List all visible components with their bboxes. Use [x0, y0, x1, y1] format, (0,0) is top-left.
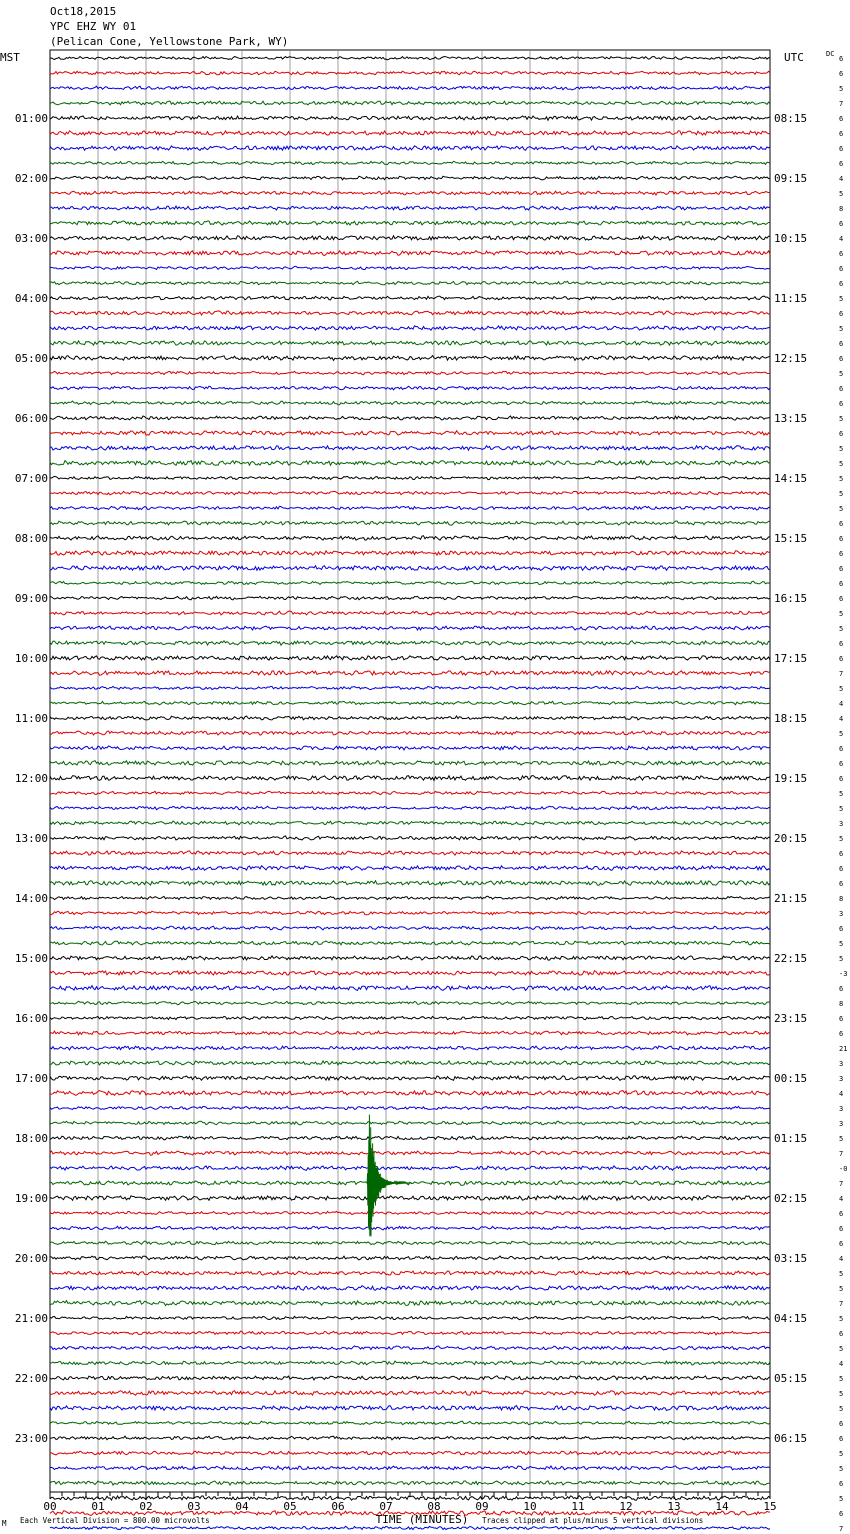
trace-line	[50, 86, 770, 90]
dc-offset-label: 5	[839, 835, 844, 843]
trace-line	[50, 986, 770, 991]
trace-line	[50, 281, 770, 285]
scale-note: Each Vertical Division = 800.00 microvolts	[20, 1516, 210, 1525]
dc-offset-label: 21	[839, 1045, 848, 1053]
station-location: (Pelican Cone, Yellowstone Park, WY)	[50, 35, 289, 48]
dc-offset-label: 7	[839, 100, 844, 108]
dc-offset-label: 6	[839, 1015, 844, 1023]
dc-offset-label: 4	[839, 1255, 844, 1263]
dc-offset-label: 3	[839, 1060, 844, 1068]
dc-offset-label: 5	[839, 475, 844, 483]
trace-line	[50, 1286, 770, 1291]
dc-offset-label: 7	[839, 1525, 844, 1533]
dc-offset-label: 5	[839, 1345, 844, 1353]
right-hour-label: 09:15	[774, 172, 808, 185]
dc-offset-label: 6	[839, 310, 844, 318]
dc-offset-label: 6	[839, 130, 844, 138]
x-axis-title: TIME (MINUTES)	[375, 1513, 469, 1526]
trace-line	[50, 206, 770, 210]
left-hour-label: 04:00	[14, 292, 48, 305]
dc-offset-label: 4	[839, 700, 844, 708]
trace-line	[50, 1436, 770, 1440]
right-hour-label: 01:15	[774, 1132, 808, 1145]
trace-line	[50, 1271, 770, 1275]
trace-line	[50, 626, 770, 630]
dc-offset-label: 5	[839, 1375, 844, 1383]
dc-offset-label: 5	[839, 1135, 844, 1143]
x-tick-label: 08	[427, 1500, 441, 1513]
trace-line	[50, 56, 770, 59]
trace-line	[50, 221, 770, 225]
left-hour-label: 10:00	[14, 652, 48, 665]
trace-line	[50, 491, 770, 495]
dc-offset-label: 6	[839, 265, 844, 273]
x-tick-label: 03	[187, 1500, 201, 1513]
trace-line	[50, 566, 770, 571]
left-hour-label: 15:00	[14, 952, 48, 965]
trace-line	[50, 296, 770, 300]
trace-line	[50, 476, 770, 479]
left-hour-label: 03:00	[14, 232, 48, 245]
left-hour-label: 23:00	[14, 1432, 48, 1445]
trace-line	[50, 671, 770, 676]
x-tick-label: 12	[619, 1500, 633, 1513]
x-tick-label: 05	[283, 1500, 297, 1513]
dc-header-label: DC	[826, 50, 835, 58]
dc-offset-label: 6	[839, 355, 844, 363]
trace-line	[50, 536, 770, 541]
dc-offset-label: 3	[839, 910, 844, 918]
dc-offset-label: 4	[839, 235, 844, 243]
dc-offset-label: 6	[839, 145, 844, 153]
dc-offset-label: 3	[839, 820, 844, 828]
dc-offset-label: 6	[839, 1480, 844, 1488]
trace-line	[50, 821, 770, 825]
trace-line	[50, 581, 770, 584]
dc-offset-label: 6	[839, 640, 844, 648]
right-hour-label: 21:15	[774, 892, 808, 905]
dc-offset-label: 7	[839, 670, 844, 678]
right-hour-label: 14:15	[774, 472, 808, 485]
dc-offset-label: 3	[839, 1075, 844, 1083]
right-hour-label: 00:15	[774, 1072, 808, 1085]
trace-line	[50, 311, 770, 315]
dc-offset-label: 6	[839, 115, 844, 123]
dc-offset-label: 5	[839, 1390, 844, 1398]
right-hour-label: 20:15	[774, 832, 808, 845]
dc-offset-label: 5	[839, 940, 844, 948]
dc-offset-label: -3	[839, 970, 848, 978]
dc-offset-label: 6	[839, 880, 844, 888]
trace-line	[50, 101, 770, 105]
trace-line	[50, 1166, 770, 1171]
dc-offset-label: 6	[839, 385, 844, 393]
left-hour-label: 16:00	[14, 1012, 48, 1025]
trace-line	[50, 446, 770, 451]
trace-line	[50, 1421, 770, 1424]
left-hour-label: 13:00	[14, 832, 48, 845]
trace-line	[50, 806, 770, 810]
right-hour-label: 11:15	[774, 292, 808, 305]
trace-line	[50, 746, 770, 750]
dc-offset-label: 6	[839, 160, 844, 168]
left-hour-label: 18:00	[14, 1132, 48, 1145]
dc-offset-label: 6	[839, 775, 844, 783]
right-hour-label: 19:15	[774, 772, 808, 785]
trace-line	[50, 266, 770, 269]
x-tick-label: 02	[139, 1500, 153, 1513]
dc-offset-label: 5	[839, 955, 844, 963]
dc-offset-label: 6	[839, 430, 844, 438]
trace-line	[50, 641, 770, 645]
dc-offset-label: 6	[839, 565, 844, 573]
dc-offset-label: 5	[839, 730, 844, 738]
trace-line	[50, 1226, 770, 1230]
left-hour-label: 21:00	[14, 1312, 48, 1325]
dc-offset-label: 6	[839, 535, 844, 543]
right-hour-label: 13:15	[774, 412, 808, 425]
trace-line	[50, 1151, 770, 1155]
trace-line	[50, 251, 770, 256]
trace-line	[50, 1376, 770, 1380]
right-hour-label: 18:15	[774, 712, 808, 725]
dc-offset-label: 6	[839, 280, 844, 288]
dc-offset-label: 5	[839, 445, 844, 453]
trace-line	[50, 1301, 770, 1306]
trace-line	[50, 1061, 770, 1065]
dc-offset-label: 5	[839, 685, 844, 693]
trace-line	[50, 506, 770, 510]
dc-offset-label: 5	[839, 1495, 844, 1503]
dc-offset-label: 6	[839, 580, 844, 588]
trace-line	[50, 131, 770, 136]
right-timezone-label: UTC	[784, 51, 804, 64]
trace-line	[50, 386, 770, 390]
left-timezone-label: MST	[0, 51, 20, 64]
trace-line	[50, 836, 770, 840]
dc-offset-label: 6	[839, 520, 844, 528]
right-hour-label: 22:15	[774, 952, 808, 965]
trace-line	[50, 761, 770, 766]
dc-offset-label: 7	[839, 1300, 844, 1308]
trace-line	[50, 1211, 770, 1214]
dc-offset-label: -0	[839, 1165, 848, 1173]
left-hour-label: 06:00	[14, 412, 48, 425]
trace-line	[50, 176, 770, 180]
dc-offset-label: 5	[839, 805, 844, 813]
right-hour-label: 23:15	[774, 1012, 808, 1025]
trace-line	[50, 1526, 770, 1529]
dc-offset-label: 8	[839, 205, 844, 213]
dc-offset-label: 5	[839, 790, 844, 798]
right-hour-label: 10:15	[774, 232, 808, 245]
dc-offset-label: 4	[839, 1360, 844, 1368]
trace-line	[50, 716, 770, 720]
left-hour-label: 05:00	[14, 352, 48, 365]
left-hour-label: 19:00	[14, 1192, 48, 1205]
dc-offset-label: 5	[839, 1450, 844, 1458]
dc-offset-label: 8	[839, 1000, 844, 1008]
trace-line	[50, 1331, 770, 1335]
trace-line	[50, 1346, 770, 1350]
dc-offset-label: 6	[839, 985, 844, 993]
trace-line	[50, 371, 770, 374]
dc-offset-label: 5	[839, 370, 844, 378]
dc-offset-label: 6	[839, 1435, 844, 1443]
trace-line	[50, 596, 770, 600]
dc-offset-label: 5	[839, 325, 844, 333]
trace-line	[50, 851, 770, 855]
dc-offset-label: 6	[839, 70, 844, 78]
trace-line	[50, 866, 770, 871]
trace-line	[50, 1241, 770, 1245]
dc-offset-label: 6	[839, 865, 844, 873]
trace-line	[50, 611, 770, 615]
trace-line	[50, 1106, 770, 1109]
dc-offset-label: 6	[839, 250, 844, 258]
clip-note: Traces clipped at plus/minus 5 vertical divisions	[482, 1516, 704, 1525]
right-hour-label: 17:15	[774, 652, 808, 665]
dc-offset-label: 6	[839, 1225, 844, 1233]
trace-line	[50, 686, 770, 689]
dc-offset-label: 7	[839, 1150, 844, 1158]
trace-line	[50, 1196, 770, 1201]
trace-line	[50, 116, 770, 120]
dc-offset-label: 6	[839, 400, 844, 408]
earthquake-event-trace	[367, 1115, 412, 1237]
dc-offset-label: 6	[839, 850, 844, 858]
dc-offset-label: 3	[839, 1105, 844, 1113]
trace-line	[50, 161, 770, 164]
dc-offset-label: 5	[839, 1465, 844, 1473]
dc-offset-label: 6	[839, 1030, 844, 1038]
dc-offset-label: 5	[839, 1285, 844, 1293]
dc-offset-label: 6	[839, 1330, 844, 1338]
right-hour-label: 02:15	[774, 1192, 808, 1205]
trace-line	[50, 401, 770, 405]
trace-line	[50, 656, 770, 660]
trace-line	[50, 941, 770, 945]
trace-line	[50, 1121, 770, 1125]
dc-offset-label: 6	[839, 925, 844, 933]
dc-offset-label: 6	[839, 1420, 844, 1428]
left-hour-label: 01:00	[14, 112, 48, 125]
dc-offset-label: 4	[839, 175, 844, 183]
trace-line	[50, 146, 770, 150]
left-hour-label: 02:00	[14, 172, 48, 185]
trace-line	[50, 1406, 770, 1411]
trace-line	[50, 1451, 770, 1455]
right-hour-label: 12:15	[774, 352, 808, 365]
trace-line	[50, 1361, 770, 1365]
dc-offset-label: 5	[839, 610, 844, 618]
trace-line	[50, 1091, 770, 1096]
trace-line	[50, 881, 770, 886]
x-tick-label: 04	[235, 1500, 249, 1513]
dc-offset-label: 5	[839, 85, 844, 93]
trace-line	[50, 1481, 770, 1485]
x-tick-label: 09	[475, 1500, 489, 1513]
dc-offset-label: 6	[839, 760, 844, 768]
x-tick-label: 01	[91, 1500, 105, 1513]
dc-offset-label: 6	[839, 550, 844, 558]
x-tick-label: 07	[379, 1500, 393, 1513]
dc-offset-label: 7	[839, 1180, 844, 1188]
left-hour-label: 17:00	[14, 1072, 48, 1085]
trace-line	[50, 521, 770, 525]
trace-line	[50, 776, 770, 781]
trace-line	[50, 1496, 770, 1500]
trace-line	[50, 191, 770, 195]
trace-line	[50, 731, 770, 735]
dc-offset-label: 5	[839, 1270, 844, 1278]
dc-offset-label: 5	[839, 1405, 844, 1413]
left-hour-label: 09:00	[14, 592, 48, 605]
trace-line	[50, 1076, 770, 1081]
station-code: YPC EHZ WY 01	[50, 20, 137, 33]
x-tick-label: 10	[523, 1500, 537, 1513]
trace-line	[50, 461, 770, 466]
trace-line	[50, 1136, 770, 1140]
trace-line	[50, 356, 770, 361]
dc-offset-label: 4	[839, 1195, 844, 1203]
dc-offset-label: 6	[839, 655, 844, 663]
dc-offset-label: 4	[839, 1090, 844, 1098]
dc-offset-label: 5	[839, 625, 844, 633]
right-hour-label: 05:15	[774, 1372, 808, 1385]
trace-line	[50, 1391, 770, 1396]
left-hour-label: 08:00	[14, 532, 48, 545]
trace-line	[50, 326, 770, 330]
left-hour-label: 20:00	[14, 1252, 48, 1265]
left-hour-label: 22:00	[14, 1372, 48, 1385]
dc-offset-label: 6	[839, 1240, 844, 1248]
dc-offset-label: 5	[839, 505, 844, 513]
trace-line	[50, 1466, 770, 1470]
trace-line	[50, 926, 770, 930]
corner-mark: M	[2, 1519, 7, 1528]
right-hour-label: 15:15	[774, 532, 808, 545]
dc-offset-label: 6	[839, 1210, 844, 1218]
x-tick-label: 06	[331, 1500, 345, 1513]
right-hour-label: 04:15	[774, 1312, 808, 1325]
dc-offset-label: 6	[839, 745, 844, 753]
left-hour-label: 12:00	[14, 772, 48, 785]
trace-line	[50, 911, 770, 915]
trace-line	[50, 416, 770, 420]
dc-offset-label: 6	[839, 340, 844, 348]
dc-offset-label: 5	[839, 295, 844, 303]
trace-line	[50, 701, 770, 705]
trace-line	[50, 1001, 770, 1005]
trace-line	[50, 1256, 770, 1260]
dc-offset-label: 5	[839, 190, 844, 198]
trace-line	[50, 1016, 770, 1019]
trace-line	[50, 1046, 770, 1050]
trace-line	[50, 1031, 770, 1035]
x-tick-label: 15	[763, 1500, 777, 1513]
trace-line	[50, 896, 770, 899]
right-hour-label: 16:15	[774, 592, 808, 605]
trace-line	[50, 1316, 770, 1319]
x-tick-label: 13	[667, 1500, 681, 1513]
dc-offset-label: 8	[839, 895, 844, 903]
left-hour-label: 07:00	[14, 472, 48, 485]
trace-line	[50, 551, 770, 555]
trace-line	[50, 956, 770, 960]
dc-offset-label: 6	[839, 595, 844, 603]
left-hour-label: 14:00	[14, 892, 48, 905]
trace-line	[50, 791, 770, 794]
trace-line	[50, 341, 770, 346]
dc-offset-label: 5	[839, 415, 844, 423]
trace-line	[50, 431, 770, 435]
dc-offset-label: 4	[839, 715, 844, 723]
trace-line	[50, 236, 770, 240]
dc-offset-label: 6	[839, 55, 844, 63]
x-tick-label: 11	[571, 1500, 585, 1513]
dc-offset-label: 5	[839, 1315, 844, 1323]
trace-line	[50, 71, 770, 75]
dc-offset-label: 6	[839, 1510, 844, 1518]
dc-offset-label: 5	[839, 460, 844, 468]
right-hour-label: 06:15	[774, 1432, 808, 1445]
trace-line	[50, 971, 770, 976]
left-hour-label: 11:00	[14, 712, 48, 725]
dc-offset-label: 5	[839, 490, 844, 498]
record-date: Oct18,2015	[50, 5, 117, 18]
dc-offset-label: 3	[839, 1120, 844, 1128]
x-tick-label: 00	[43, 1500, 57, 1513]
right-hour-label: 03:15	[774, 1252, 808, 1265]
dc-offset-label: 6	[839, 220, 844, 228]
x-tick-label: 14	[715, 1500, 729, 1513]
right-hour-label: 08:15	[774, 112, 808, 125]
